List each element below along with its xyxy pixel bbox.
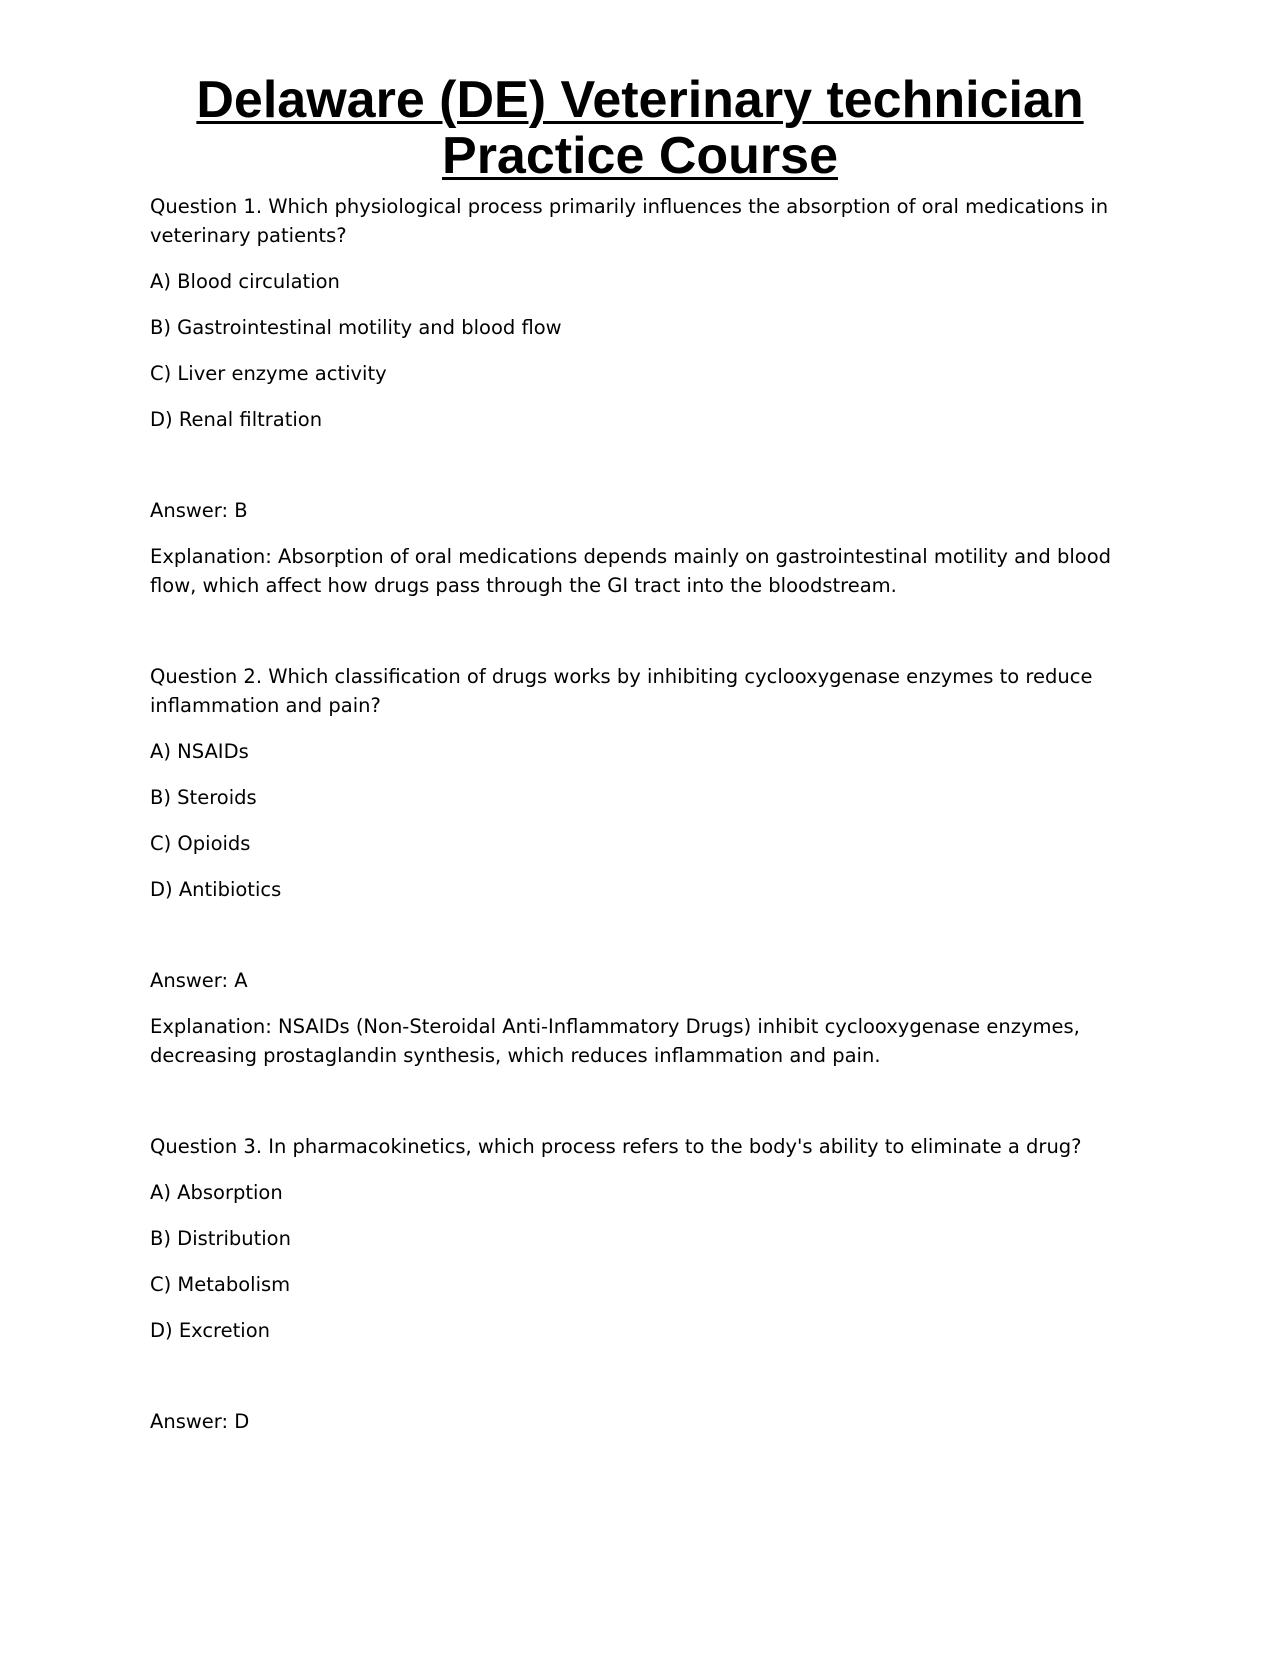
- answer-option: A) Absorption: [150, 1181, 283, 1204]
- answer-option: D) Renal filtration: [150, 408, 323, 431]
- answer-option: C) Metabolism: [150, 1273, 291, 1296]
- answer-option: C) Opioids: [150, 832, 251, 855]
- question-block-3: [150, 1132, 1130, 1436]
- answer-option: D) Antibiotics: [150, 878, 282, 901]
- answer-key: Answer: D: [150, 1410, 250, 1433]
- question-text: Question 2. Which classification of drugs works by inhibiting cyclooxygenase enzymes to reduce inflammation and pain?: [150, 665, 1093, 717]
- answer-option: B) Steroids: [150, 786, 257, 809]
- question-block-2: [150, 662, 1130, 1070]
- questions-content: [150, 192, 1130, 1453]
- explanation-text: Explanation: NSAIDs (Non-Steroidal Anti-Inflammatory Drugs) inhibit cyclooxygenase enzymes, decreasing prostaglandin synthesis, which reduces inflammation and pain.: [150, 1015, 1080, 1067]
- answer-option: B) Gastrointestinal motility and blood flow: [150, 316, 562, 339]
- answer-option: D) Excretion: [150, 1319, 270, 1342]
- title-line-2: Practice Course: [442, 127, 838, 185]
- answer-key: Answer: A: [150, 969, 248, 992]
- title-line-1: Delaware (DE) Veterinary technician: [196, 71, 1084, 129]
- page-title: [150, 72, 1130, 184]
- answer-option: A) NSAIDs: [150, 740, 249, 763]
- question-block-1: [150, 192, 1130, 600]
- explanation-text: Explanation: Absorption of oral medications depends mainly on gastrointestinal motility and blood flow, which affect how drugs pass through the GI tract into the bloodstream.: [150, 545, 1112, 597]
- answer-option: C) Liver enzyme activity: [150, 362, 387, 385]
- answer-key: Answer: B: [150, 499, 248, 522]
- question-text: Question 3. In pharmacokinetics, which process refers to the body's ability to eliminate a drug?: [150, 1135, 1082, 1158]
- answer-option: A) Blood circulation: [150, 270, 340, 293]
- answer-option: B) Distribution: [150, 1227, 291, 1250]
- question-text: Question 1. Which physiological process primarily influences the absorption of oral medications in veterinary patients?: [150, 195, 1109, 247]
